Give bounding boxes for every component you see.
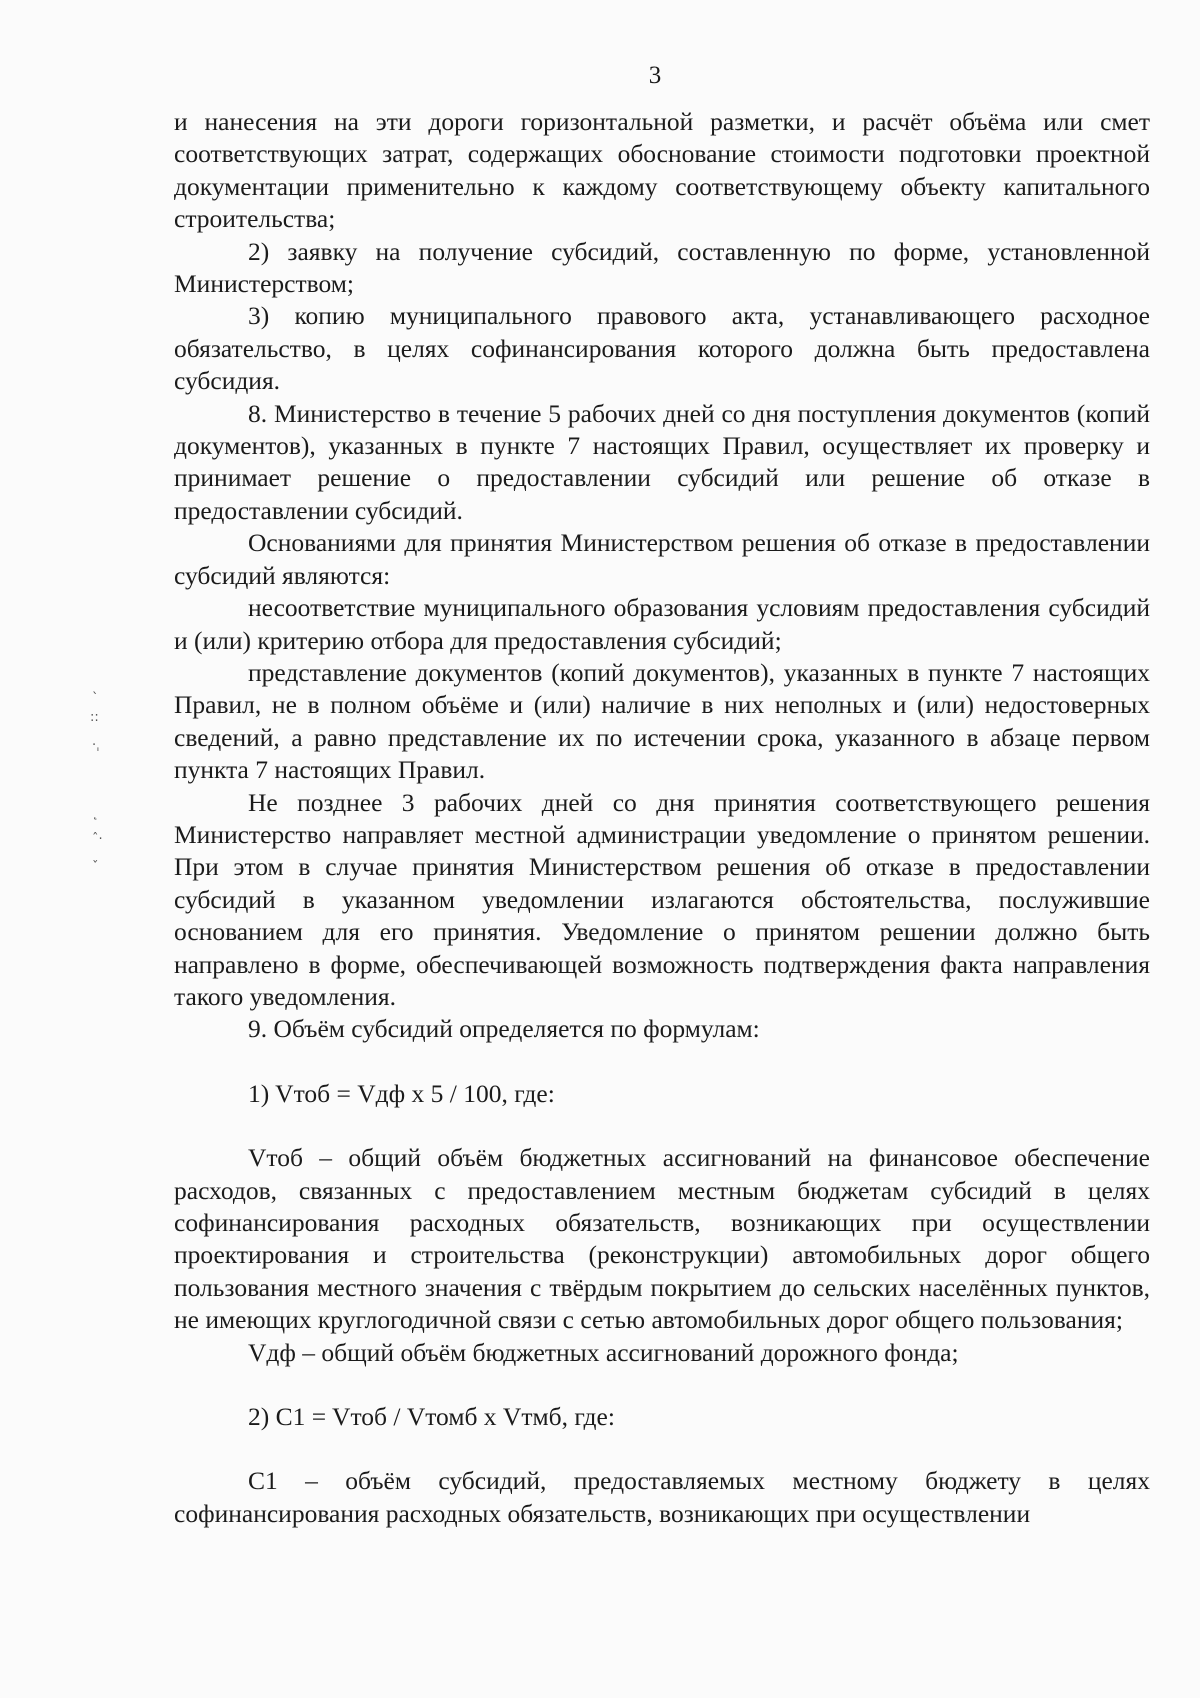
formula-1: 1) Vтоб = Vдф х 5 / 100, где: [248,1078,555,1108]
scan-mark: ˇ [92,860,99,875]
paragraph-c1-definition: C1 – объём субсидий, предоставляемых местному бюджету в целях софинансирования расходных обязательств, возникающих при осуществлении [174,1466,1150,1528]
paragraph-ground-1: несоответствие муниципального образования условиям предоставления субсидий и (или) критерию отбора для предоставления субсидий; [174,593,1150,655]
paragraph-notification: Не позднее 3 рабочих дней со дня принятия соответствующего решения Министерство направляет местной администрации уведомление о принятом решении. При этом в случае принятия Министерством решения об отказе в предоставлении субсидий в указанном уведомлении излагаются обстоятельства, послужившие основанием для его принятия. Уведомление о принятом решении должно быть направлено в форме, обеспечивающей возможность подтверждения факта направления такого уведомления. [174,787,1150,1011]
scan-mark: ·ˌ [92,738,100,753]
paragraph-vtob-definition: Vтоб – общий объём бюджетных ассигнований на финансовое обеспечение расходов, связанных с предоставлением местным бюджетам субсидий в целях софинансирования расходных обязательств, возникающих при осуществлении проектирования и строительства (реконструкции) автомобильных дорог общего пользования местного значения с твёрдым покрытием до сельских населённых пунктов, не имеющих круглогодичной связи с сетью автомобильных дорог общего пользования; [174,1143,1150,1335]
paragraph-grounds: Основаниями для принятия Министерством решения об отказе в предоставлении субсидий являются: [174,528,1150,590]
paragraph-clause-8: 8. Министерство в течение 5 рабочих дней со дня поступления документов (копий документов), указанных в пункте 7 настоящих Правил, осуществляет их проверку и принимает решение о предоставлении субсидий или решение об отказе в предоставлении субсидий. [174,398,1150,525]
paragraph-item-2: 2) заявку на получение субсидий, составленную по форме, установленной Министерством; [174,236,1150,299]
scan-mark: :: [90,710,99,725]
document-body [174,106,1150,1530]
paragraph-item-3: 3) копию муниципального правового акта, устанавливающего расходное обязательство, в целях софинансирования которого должна быть предоставлена субсидия. [174,301,1150,396]
paragraph-vdf-definition: Vдф – общий объём бюджетных ассигнований дорожного фонда; [248,1337,959,1367]
scan-mark: ˆ· [92,832,103,847]
scan-mark: ˎ [92,680,99,695]
paragraph-clause-9: 9. Объём субсидий определяется по формулам: [248,1014,760,1044]
formula-2: 2) C1 = Vтоб / Vтомб х Vтмб, где: [248,1402,615,1432]
paragraph-continuation: и нанесения на эти дороги горизонтальной разметки, и расчёт объёма или смет соответствующих затрат, содержащих обоснование стоимости подготовки проектной документации применительно к каждому соответствующему объекту капитального строительства; [174,107,1150,234]
scan-mark: ˛ [92,806,99,821]
page-number: 3 [648,62,662,89]
paragraph-ground-2: представление документов (копий документов), указанных в пункте 7 настоящих Правил, не в полном объёме и (или) наличие в них неполных и (или) недостоверных сведений, а равно представление их по истечении срока, указанного в абзаце первом пункта 7 настоящих Правил. [174,657,1150,785]
